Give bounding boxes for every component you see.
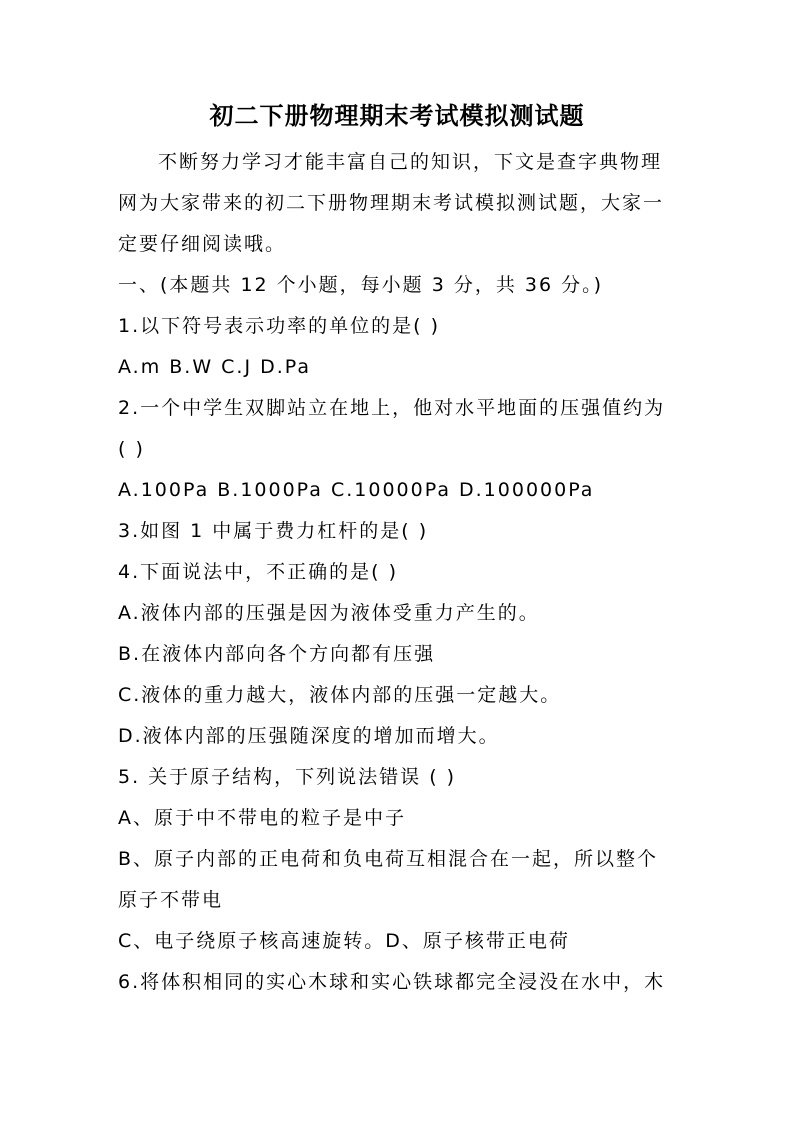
question-5-option-a: A、原于中不带电的粒子是中子 <box>118 807 406 829</box>
question-5-option-b: B、原子内部的正电荷和负电荷互相混合在一起，所以整个 <box>118 848 659 870</box>
question-1: 1.以下符号表示功率的单位的是( ) <box>118 315 440 337</box>
question-4-option-a: A.液体内部的压强是因为液体受重力产生的。 <box>118 602 540 624</box>
question-1-options: A.m B.W C.J D.Pa <box>118 356 312 378</box>
question-4-option-c: C.液体的重力越大，液体内部的压强一定越大。 <box>118 684 562 706</box>
question-4-option-d: D.液体内部的压强随深度的增加而增大。 <box>118 725 500 747</box>
document-title: 初二下册物理期末考试模拟测试题 <box>209 101 585 130</box>
question-3: 3.如图 1 中属于费力杠杆的是( ) <box>118 520 429 542</box>
question-5-options-c-d: C、电子绕原子核高速旋转。D、原子核带正电荷 <box>118 930 570 952</box>
question-5: 5. 关于原子结构，下列说法错误 ( ) <box>118 766 457 788</box>
question-6: 6.将体积相同的实心木球和实心铁球都完全浸没在水中，木 <box>118 971 666 993</box>
document-body <box>118 142 678 1003</box>
question-2: 2.一个中学生双脚站立在地上，他对水平地面的压强值约为 <box>118 397 666 419</box>
question-2-continued: ( ) <box>118 438 145 460</box>
intro-line: 不断努力学习才能丰富自己的知识，下文是查字典物理 <box>158 151 663 173</box>
intro-line: 网为大家带来的初二下册物理期末考试模拟测试题，大家一 <box>118 192 665 214</box>
question-5-option-b-continued: 原子不带电 <box>118 889 224 911</box>
question-2-options: A.100Pa B.1000Pa C.10000Pa D.100000Pa <box>118 479 595 501</box>
question-4: 4.下面说法中，不正确的是( ) <box>118 561 398 583</box>
question-4-option-b: B.在液体内部向各个方向都有压强 <box>118 643 436 665</box>
section-heading: 一、(本题共 12 个小题，每小题 3 分，共 36 分。) <box>118 274 604 296</box>
intro-line: 定要仔细阅读哦。 <box>118 233 287 255</box>
